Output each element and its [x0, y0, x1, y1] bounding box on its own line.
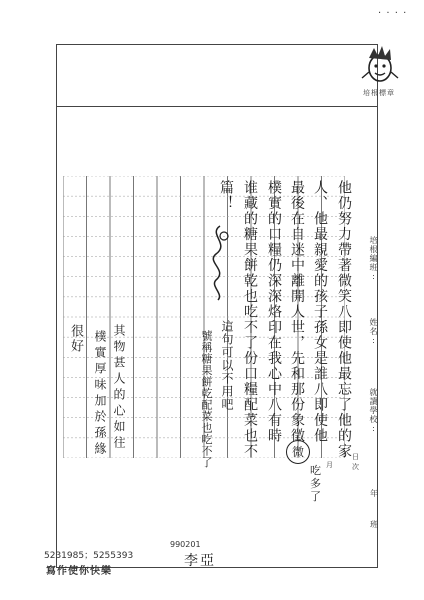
essay-column: 最後在自迷中離開人世，先和那份象徵 [289, 180, 305, 444]
logo-caption: 培根標章 [363, 89, 395, 97]
end-mark-icon [206, 224, 232, 302]
teacher-signature: 李亞 [184, 553, 216, 569]
footer-number-right: 5255393 [93, 551, 134, 561]
essay-column: 谁藏的糖果餅乾也吃不了份口糧配菜也不 [242, 180, 258, 459]
bacon-mascot-icon [358, 44, 402, 84]
grade-label: 年 [370, 489, 378, 498]
name-label: 姓名: [369, 318, 378, 346]
footer-slogan: 寫作使你快樂 [46, 566, 112, 577]
essay-column: 他仍努力帶著微笑八即使他最忘了他的家 [336, 180, 352, 459]
header-dots: · · · · [378, 8, 408, 19]
essay-column: 篇！ [218, 180, 234, 211]
teacher-comment: 這句可以不用吧 [220, 320, 234, 411]
essay-column: 人、他最親愛的孩子孫女是誰八即使他 [312, 180, 328, 444]
footer-code: 990201 [170, 540, 201, 549]
class-label: 班 [370, 520, 378, 529]
teacher-comment: 樸實厚味加於孫緣 [93, 330, 107, 458]
footer-month: 月 [326, 461, 333, 469]
footer-number-left: 5231985 [44, 551, 85, 561]
teacher-comment: 很好 [68, 324, 83, 354]
teacher-comment: 其物甚人的心如往 [112, 324, 126, 452]
teacher-comment: 號稱糖果餅乾配菜也吃不了 [200, 330, 213, 468]
correction-circled-text: 微 [291, 445, 304, 459]
footer-separator: ； [84, 551, 94, 561]
school-label: 培根編班: [369, 236, 378, 282]
correction-note: 吃多了 [310, 464, 321, 503]
study-label: 就讀學校: [369, 388, 378, 434]
essay-column: 樸實的口糧仍深深烙印在我心中八有時 [266, 180, 282, 444]
footer-numbers [44, 548, 133, 561]
footer-order: 次 [352, 463, 359, 471]
correction-circled [286, 440, 310, 464]
header-divider [56, 106, 378, 107]
logo-badge [358, 44, 402, 90]
footer-day: 日 [352, 453, 359, 461]
